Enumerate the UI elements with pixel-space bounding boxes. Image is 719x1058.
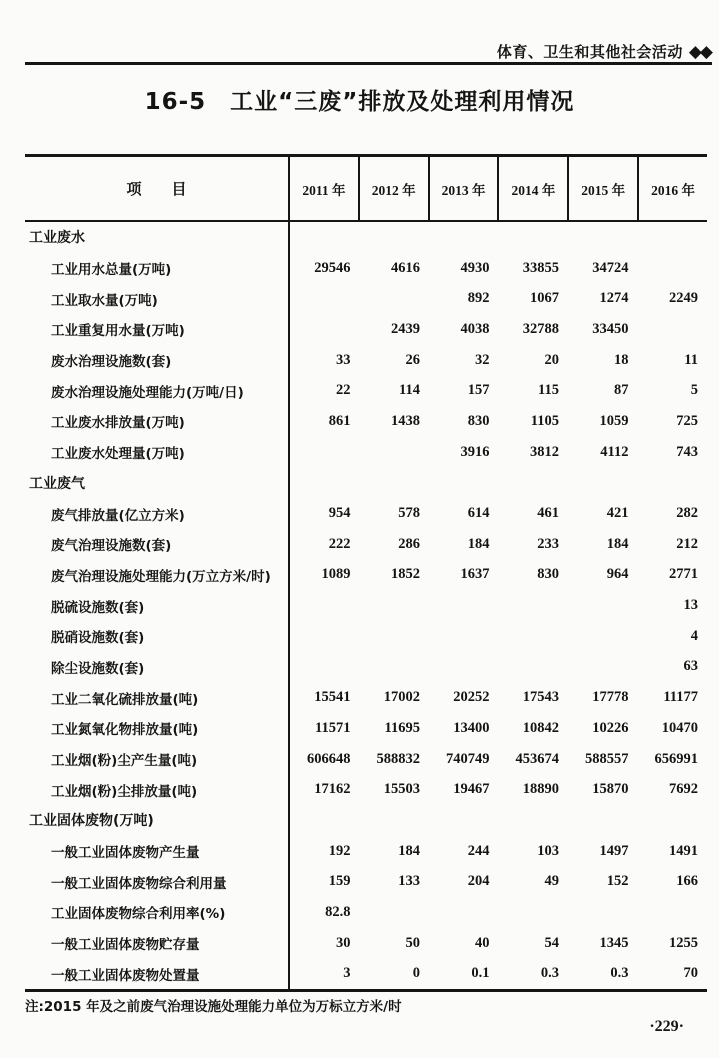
cell-value: [638, 468, 708, 499]
cell-value: [499, 652, 569, 683]
cell-value: 20: [544, 351, 559, 368]
row-label: 工业固体废物综合利用率(%): [25, 897, 290, 928]
row-label: 脱硝设施数(套): [25, 621, 290, 652]
cell-value: [360, 590, 430, 621]
table-row: [25, 375, 707, 406]
cell-value: 34724: [592, 259, 629, 276]
cell-value: 743: [676, 443, 698, 460]
table-row: [25, 529, 707, 560]
cell-value: 10470: [661, 719, 698, 736]
cell-value: 103: [537, 842, 559, 859]
table-row: [25, 836, 707, 867]
cell-value: [429, 468, 499, 499]
row-label: 工业烟(粉)尘产生量(吨): [25, 744, 290, 775]
cell-value: 10226: [592, 719, 629, 736]
cell-value: 184: [467, 535, 490, 552]
cell-value: [499, 897, 569, 928]
cell-value: 11695: [384, 719, 420, 736]
row-label: 工业二氧化硫排放量(吨): [25, 682, 290, 713]
cell-value: 10842: [522, 719, 559, 736]
cell-value: [429, 652, 499, 683]
cell-value: 20252: [453, 689, 490, 706]
table-row: [25, 314, 707, 345]
cell-value: [568, 897, 638, 928]
cell-value: [290, 283, 360, 314]
cell-value: 204: [467, 873, 490, 890]
row-label: 工业固体废物(万吨): [25, 805, 290, 836]
cell-value: 13400: [453, 719, 490, 736]
cell-value: 87: [614, 382, 629, 399]
cell-value: [290, 590, 360, 621]
cell-value: [290, 468, 360, 499]
cell-value: 453674: [515, 750, 559, 767]
table-row: [25, 774, 707, 805]
cell-value: [638, 253, 708, 284]
cell-value: 11571: [315, 719, 351, 736]
cell-value: 166: [676, 873, 698, 890]
cell-value: 282: [676, 505, 698, 522]
cell-value: 114: [399, 382, 420, 399]
cell-value: [290, 314, 360, 345]
cell-value: 26: [405, 351, 420, 368]
row-label: 除尘设施数(套): [25, 652, 290, 683]
table-row: [25, 590, 707, 621]
table-row: [25, 222, 707, 253]
table-row: [25, 682, 707, 713]
cell-value: 32: [475, 351, 490, 368]
table-row: [25, 621, 707, 652]
cell-value: 1345: [599, 934, 629, 951]
header-rule: [25, 62, 712, 65]
cell-value: 1438: [391, 412, 420, 429]
cell-value: [499, 222, 569, 253]
cell-value: [290, 621, 360, 652]
cell-value: 725: [676, 412, 698, 429]
cell-value: 63: [683, 658, 698, 675]
row-label: 工业废气: [25, 468, 290, 499]
cell-value: [429, 805, 499, 836]
cell-value: [568, 468, 638, 499]
table-row: [25, 897, 707, 928]
row-label: 工业废水处理量(万吨): [25, 437, 290, 468]
cell-value: 421: [606, 505, 629, 522]
cell-value: 588832: [376, 750, 420, 767]
cell-value: 2771: [669, 566, 698, 583]
cell-value: [499, 590, 569, 621]
cell-value: 892: [467, 290, 490, 307]
cell-value: 222: [328, 535, 351, 552]
cell-value: [360, 805, 430, 836]
cell-value: 954: [328, 505, 351, 522]
row-label: 一般工业固体废物综合利用量: [25, 866, 290, 897]
cell-value: 1255: [669, 934, 698, 951]
cell-value: 286: [398, 535, 420, 552]
row-label: 工业取水量(万吨): [25, 283, 290, 314]
year-column-header-2011: 2011 年: [290, 157, 360, 220]
cell-value: [499, 468, 569, 499]
cell-value: [499, 805, 569, 836]
cell-value: 17543: [522, 689, 559, 706]
cell-value: 614: [467, 505, 490, 522]
cell-value: 18890: [522, 781, 559, 798]
cell-value: 192: [328, 842, 351, 859]
row-label: 工业废水: [25, 222, 290, 253]
table-row: [25, 959, 707, 990]
cell-value: 30: [336, 934, 351, 951]
cell-value: 1497: [599, 842, 629, 859]
cell-value: 0.3: [540, 965, 559, 982]
page-number: ·229·: [649, 1018, 684, 1035]
row-label: 工业用水总量(万吨): [25, 253, 290, 284]
cell-value: 157: [467, 382, 490, 399]
row-label: 一般工业固体废物贮存量: [25, 928, 290, 959]
data-table: [25, 154, 707, 992]
cell-value: 152: [606, 873, 629, 890]
cell-value: 3812: [530, 443, 559, 460]
cell-value: [638, 897, 708, 928]
cell-value: [429, 897, 499, 928]
cell-value: 5: [690, 382, 698, 399]
cell-value: [360, 222, 430, 253]
row-label: 废水治理设施数(套): [25, 345, 290, 376]
row-label: 工业氮氧化物排放量(吨): [25, 713, 290, 744]
cell-value: 740749: [446, 750, 490, 767]
cell-value: 13: [683, 597, 698, 614]
cell-value: 70: [683, 965, 698, 982]
table-row: [25, 866, 707, 897]
table-row: [25, 928, 707, 959]
cell-value: 32788: [522, 320, 559, 337]
row-label: 工业烟(粉)尘排放量(吨): [25, 774, 290, 805]
cell-value: [360, 468, 430, 499]
cell-value: [429, 222, 499, 253]
table-row: [25, 652, 707, 683]
table-row: [25, 713, 707, 744]
row-label: 一般工业固体废物产生量: [25, 836, 290, 867]
table-row: [25, 805, 707, 836]
cell-value: 1491: [669, 842, 698, 859]
cell-value: [290, 437, 360, 468]
cell-value: 2439: [391, 320, 420, 337]
cell-value: 159: [328, 873, 351, 890]
cell-value: 1852: [391, 566, 420, 583]
row-label: 废水治理设施处理能力(万吨/日): [25, 375, 290, 406]
row-label: 脱硫设施数(套): [25, 590, 290, 621]
cell-value: [638, 314, 708, 345]
year-column-header-2012: 2012 年: [360, 157, 430, 220]
cell-value: [290, 652, 360, 683]
cell-value: 49: [544, 873, 559, 890]
cell-value: 233: [537, 535, 559, 552]
table-row: [25, 744, 707, 775]
cell-value: [499, 621, 569, 652]
table-row: [25, 283, 707, 314]
cell-value: 17778: [592, 689, 629, 706]
table-row: [25, 345, 707, 376]
cell-value: 1067: [530, 290, 559, 307]
cell-value: 830: [537, 566, 559, 583]
cell-value: 19467: [453, 781, 490, 798]
table-header-row: [25, 154, 707, 222]
cell-value: [290, 222, 360, 253]
cell-value: [360, 437, 430, 468]
row-label: 废气治理设施数(套): [25, 529, 290, 560]
row-label: 工业废水排放量(万吨): [25, 406, 290, 437]
cell-value: 15870: [592, 781, 629, 798]
cell-value: 4038: [460, 320, 490, 337]
cell-value: 588557: [585, 750, 629, 767]
cell-value: [638, 805, 708, 836]
running-header: [497, 41, 711, 62]
cell-value: [360, 652, 430, 683]
cell-value: 1105: [530, 412, 559, 429]
cell-value: 1089: [321, 566, 351, 583]
cell-value: [360, 621, 430, 652]
diamond-icons: ◆◆: [688, 42, 711, 62]
cell-value: 15503: [383, 781, 420, 798]
cell-value: 4112: [600, 443, 629, 460]
cell-value: [568, 590, 638, 621]
cell-value: 861: [328, 412, 351, 429]
cell-value: 244: [467, 842, 490, 859]
cell-value: 3916: [460, 443, 490, 460]
cell-value: [568, 621, 638, 652]
cell-value: 4: [690, 627, 698, 644]
cell-value: [360, 283, 430, 314]
cell-value: 50: [405, 934, 420, 951]
cell-value: 1637: [460, 566, 490, 583]
cell-value: 578: [398, 505, 420, 522]
cell-value: 830: [467, 412, 490, 429]
cell-value: 11: [684, 351, 698, 368]
cell-value: 17002: [383, 689, 420, 706]
cell-value: 82.8: [325, 903, 351, 920]
table-row: [25, 253, 707, 284]
cell-value: 184: [398, 842, 420, 859]
cell-value: [290, 805, 360, 836]
cell-value: [638, 222, 708, 253]
table-row: [25, 468, 707, 499]
table-row: [25, 437, 707, 468]
cell-value: [360, 897, 430, 928]
cell-value: 212: [676, 535, 698, 552]
row-label: 工业重复用水量(万吨): [25, 314, 290, 345]
cell-value: 1059: [599, 412, 629, 429]
cell-value: [429, 621, 499, 652]
cell-value: 461: [537, 505, 559, 522]
year-column-header-2015: 2015 年: [569, 157, 639, 220]
cell-value: [568, 652, 638, 683]
cell-value: 964: [606, 566, 629, 583]
cell-value: 40: [475, 934, 490, 951]
cell-value: 18: [614, 351, 629, 368]
row-label: 一般工业固体废物处置量: [25, 959, 290, 990]
cell-value: 33: [336, 351, 351, 368]
table-row: [25, 560, 707, 591]
row-label: 废气排放量(亿立方米): [25, 498, 290, 529]
cell-value: 22: [336, 382, 351, 399]
cell-value: 33450: [592, 320, 629, 337]
cell-value: 4616: [391, 259, 420, 276]
year-column-header-2016: 2016 年: [651, 182, 695, 198]
cell-value: 656991: [654, 750, 698, 767]
table-body: [25, 222, 707, 992]
row-label: 废气治理设施处理能力(万立方米/时): [25, 560, 290, 591]
table-row: [25, 406, 707, 437]
cell-value: 2249: [669, 290, 698, 307]
cell-value: 3: [343, 965, 351, 982]
cell-value: 4930: [460, 259, 490, 276]
item-column-header: 项 目: [25, 157, 290, 220]
cell-value: 606648: [307, 750, 351, 767]
cell-value: 11177: [663, 689, 698, 706]
cell-value: 15541: [314, 689, 351, 706]
cell-value: 7692: [669, 781, 698, 798]
running-header-text: 体育、卫生和其他社会活动: [496, 43, 683, 61]
cell-value: 0.3: [610, 965, 629, 982]
year-column-header-2013: 2013 年: [430, 157, 500, 220]
cell-value: [568, 805, 638, 836]
footnote: 注:2015 年及之前废气治理设施处理能力单位为万标立方米/时: [25, 999, 402, 1015]
cell-value: 54: [544, 934, 559, 951]
cell-value: 1274: [599, 290, 629, 307]
cell-value: 0.1: [471, 965, 490, 982]
cell-value: 133: [398, 873, 420, 890]
year-column-header-2014: 2014 年: [499, 157, 569, 220]
cell-value: 29546: [314, 259, 351, 276]
cell-value: 17162: [314, 781, 351, 798]
cell-value: 33855: [522, 259, 559, 276]
table-row: [25, 498, 707, 529]
cell-value: 115: [538, 382, 559, 399]
cell-value: [429, 590, 499, 621]
cell-value: 184: [606, 535, 629, 552]
page-title: 16-5 工业“三废”排放及处理利用情况: [144, 89, 575, 115]
cell-value: [568, 222, 638, 253]
cell-value: 0: [412, 965, 420, 982]
